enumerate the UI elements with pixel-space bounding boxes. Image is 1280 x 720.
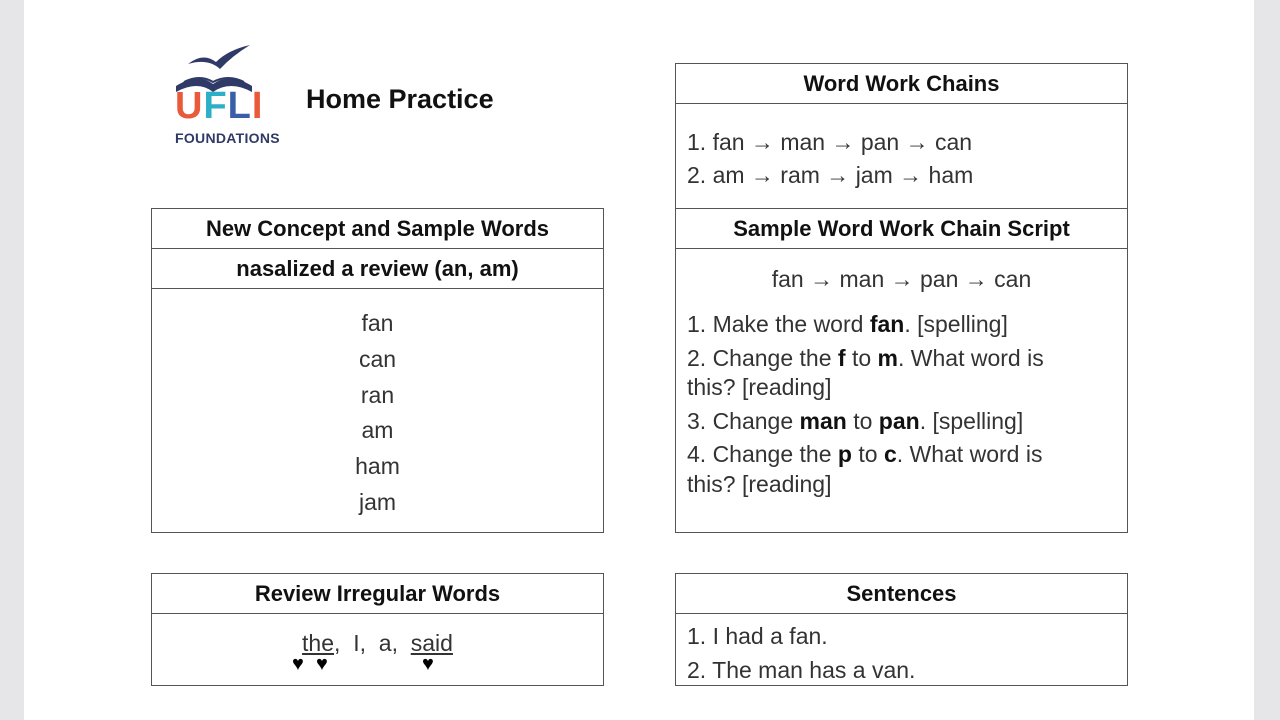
word-work-chains-box (675, 63, 1128, 210)
sentence-list (676, 614, 1127, 687)
word-work-chains-header: Word Work Chains (676, 64, 1127, 104)
new-concept-subheader: nasalized a review (an, am) (152, 249, 603, 289)
script-step: 2. Change the f to m. What word is this? [reading] (687, 344, 1044, 400)
script-step: 3. Change man to pan. [spelling] (687, 407, 1024, 434)
sentence-item: 2. The man has a van. (687, 657, 916, 683)
sample-word: ham (355, 453, 400, 480)
sample-word-list (152, 289, 603, 521)
irregular-word: a (378, 630, 392, 656)
ufli-logo (148, 42, 278, 152)
script-chain: fan → man → pan → can (771, 266, 1032, 292)
script-step: 1. Make the word fan. [spelling] (687, 311, 1008, 337)
sentences-box (675, 573, 1128, 686)
sample-word: fan (361, 310, 394, 336)
new-concept-header: New Concept and Sample Words (152, 209, 603, 249)
logo-letter-l: L (227, 85, 252, 127)
sample-word: can (358, 345, 397, 372)
sentence-item: 1. I had a fan. (687, 623, 828, 649)
new-concept-box (151, 208, 604, 533)
sentences-header: Sentences (676, 574, 1127, 614)
script-steps (676, 297, 1127, 499)
script-box (675, 208, 1128, 533)
heart-icon: ♥ (292, 653, 304, 675)
sample-word: jam (358, 488, 397, 515)
chain-item: 1. fan → man → pan → can (687, 129, 973, 155)
irregular-word: the (302, 630, 335, 656)
irregular-word: said (410, 630, 453, 656)
script-step: 4. Change the p to c. What word is this? [reading] (687, 441, 1043, 497)
irregular-words-header: Review Irregular Words (152, 574, 603, 614)
page-title: Home Practice (306, 84, 494, 114)
logo-word (175, 86, 263, 126)
logo-letter-i: I (251, 85, 264, 127)
chain-list (676, 104, 1127, 192)
heart-icon: ♥ (422, 653, 434, 675)
heart-icon: ♥ (316, 653, 328, 675)
irregular-word-list: the, I, a, said (302, 630, 453, 656)
logo-subtitle: FOUNDATIONS (175, 130, 280, 146)
script-header: Sample Word Work Chain Script (676, 209, 1127, 249)
sample-word: am (361, 417, 394, 444)
irregular-word: I (353, 630, 360, 656)
irregular-words-box (151, 573, 604, 686)
logo-letter-f: F (203, 85, 228, 127)
logo-letter-u: U (175, 85, 204, 127)
sample-word: ran (360, 381, 395, 408)
chain-item: 2. am → ram → jam → ham (687, 162, 974, 188)
